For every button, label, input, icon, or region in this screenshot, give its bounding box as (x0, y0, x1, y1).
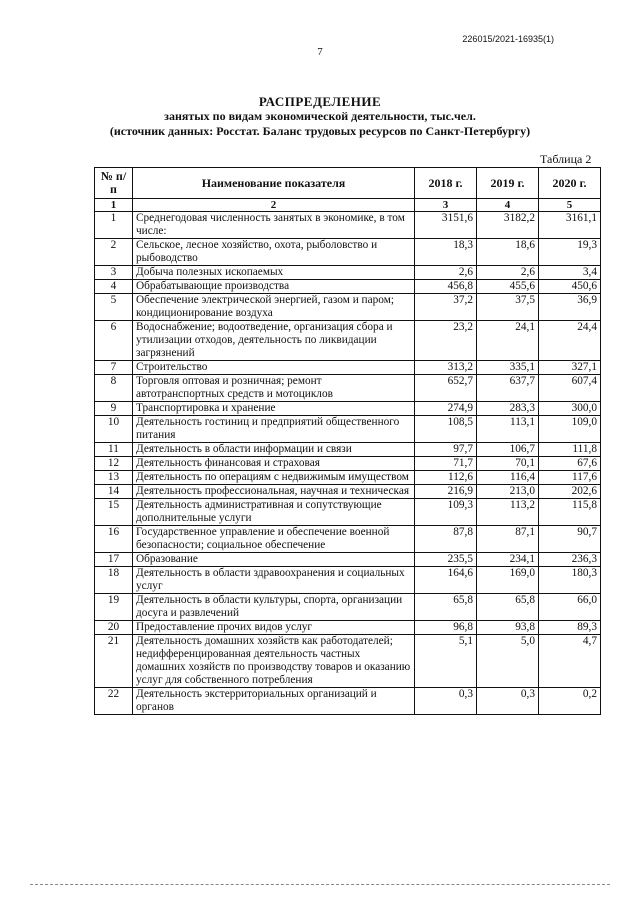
row-number: 18 (95, 567, 133, 594)
table-row (95, 375, 601, 402)
value-2018: 274,9 (415, 402, 477, 416)
table-header-row (95, 168, 601, 199)
title-line-2: занятых по видам экономической деятельности, тыс.чел. (164, 109, 476, 123)
value-2018: 37,2 (415, 294, 477, 321)
table-row (95, 280, 601, 294)
value-2018: 164,6 (415, 567, 477, 594)
value-2020: 24,4 (539, 321, 601, 361)
row-number: 21 (95, 635, 133, 688)
table-row (95, 567, 601, 594)
value-2019: 169,0 (477, 567, 539, 594)
indicator-name: Среднегодовая численность занятых в экономике, в том числе: (133, 212, 415, 239)
value-2019: 113,1 (477, 416, 539, 443)
row-number: 6 (95, 321, 133, 361)
indicator-name: Деятельность домашних хозяйств как работодателей; недифференцированная деятельность частных домашних хозяйств по производству товаров и оказанию услуг для собственного потребления (133, 635, 415, 688)
value-2018: 235,5 (415, 553, 477, 567)
row-number: 22 (95, 688, 133, 715)
value-2020: 111,8 (539, 443, 601, 457)
table-row (95, 443, 601, 457)
row-number: 16 (95, 526, 133, 553)
value-2018: 112,6 (415, 471, 477, 485)
value-2019: 283,3 (477, 402, 539, 416)
value-2018: 23,2 (415, 321, 477, 361)
value-2020: 236,3 (539, 553, 601, 567)
value-2018: 456,8 (415, 280, 477, 294)
value-2018: 2,6 (415, 266, 477, 280)
row-number: 4 (95, 280, 133, 294)
value-2018: 5,1 (415, 635, 477, 688)
value-2019: 37,5 (477, 294, 539, 321)
column-number-row (95, 199, 601, 212)
value-2019: 455,6 (477, 280, 539, 294)
header-number: № п/п (95, 168, 133, 199)
indicator-name: Строительство (133, 361, 415, 375)
header-2019: 2019 г. (477, 168, 539, 199)
value-2019: 18,6 (477, 239, 539, 266)
page-title (0, 94, 640, 139)
column-number: 5 (539, 199, 601, 212)
row-number: 3 (95, 266, 133, 280)
row-number: 11 (95, 443, 133, 457)
employment-table (94, 167, 601, 715)
value-2019: 65,8 (477, 594, 539, 621)
row-number: 13 (95, 471, 133, 485)
table-body (95, 212, 601, 715)
table-row (95, 526, 601, 553)
value-2018: 109,3 (415, 499, 477, 526)
value-2020: 89,3 (539, 621, 601, 635)
value-2019: 637,7 (477, 375, 539, 402)
value-2020: 66,0 (539, 594, 601, 621)
value-2019: 0,3 (477, 688, 539, 715)
indicator-name: Торговля оптовая и розничная; ремонт автотранспортных средств и мотоциклов (133, 375, 415, 402)
row-number: 20 (95, 621, 133, 635)
title-line-3: (источник данных: Росстат. Баланс трудовых ресурсов по Санкт-Петербургу) (109, 124, 531, 138)
table-row (95, 294, 601, 321)
table-row (95, 416, 601, 443)
table-row (95, 471, 601, 485)
value-2020: 67,6 (539, 457, 601, 471)
row-number: 10 (95, 416, 133, 443)
indicator-name: Деятельность финансовая и страховая (133, 457, 415, 471)
value-2018: 216,9 (415, 485, 477, 499)
value-2019: 93,8 (477, 621, 539, 635)
value-2020: 3,4 (539, 266, 601, 280)
table-row (95, 485, 601, 499)
value-2019: 5,0 (477, 635, 539, 688)
value-2018: 3151,6 (415, 212, 477, 239)
table-label: Таблица 2 (540, 152, 592, 166)
table-row (95, 594, 601, 621)
value-2020: 4,7 (539, 635, 601, 688)
row-number: 14 (95, 485, 133, 499)
table-row (95, 239, 601, 266)
column-number: 2 (133, 199, 415, 212)
column-number: 3 (415, 199, 477, 212)
table-row (95, 361, 601, 375)
row-number: 7 (95, 361, 133, 375)
value-2019: 113,2 (477, 499, 539, 526)
value-2020: 327,1 (539, 361, 601, 375)
indicator-name: Образование (133, 553, 415, 567)
row-number: 17 (95, 553, 133, 567)
value-2018: 108,5 (415, 416, 477, 443)
value-2018: 18,3 (415, 239, 477, 266)
value-2020: 607,4 (539, 375, 601, 402)
header-indicator: Наименование показателя (133, 168, 415, 199)
row-number: 9 (95, 402, 133, 416)
indicator-name: Деятельность экстерриториальных организаций и органов (133, 688, 415, 715)
indicator-name: Деятельность в области здравоохранения и социальных услуг (133, 567, 415, 594)
table-row (95, 553, 601, 567)
table-row (95, 499, 601, 526)
row-number: 15 (95, 499, 133, 526)
value-2020: 202,6 (539, 485, 601, 499)
table-row (95, 402, 601, 416)
row-number: 12 (95, 457, 133, 471)
indicator-name: Добыча полезных ископаемых (133, 266, 415, 280)
table-row (95, 266, 601, 280)
value-2019: 24,1 (477, 321, 539, 361)
value-2020: 117,6 (539, 471, 601, 485)
row-number: 5 (95, 294, 133, 321)
table-row (95, 212, 601, 239)
row-number: 8 (95, 375, 133, 402)
document-id: 226015/2021-16935(1) (462, 34, 554, 44)
row-number: 1 (95, 212, 133, 239)
value-2019: 116,4 (477, 471, 539, 485)
indicator-name: Водоснабжение; водоотведение, организация сбора и утилизации отходов, деятельность по ликвидации загрязнений (133, 321, 415, 361)
indicator-name: Деятельность по операциям с недвижимым имуществом (133, 471, 415, 485)
value-2018: 96,8 (415, 621, 477, 635)
value-2019: 335,1 (477, 361, 539, 375)
value-2018: 0,3 (415, 688, 477, 715)
indicator-name: Обрабатывающие производства (133, 280, 415, 294)
value-2019: 3182,2 (477, 212, 539, 239)
value-2019: 70,1 (477, 457, 539, 471)
indicator-name: Транспортировка и хранение (133, 402, 415, 416)
indicator-name: Предоставление прочих видов услуг (133, 621, 415, 635)
indicator-name: Деятельность административная и сопутствующие дополнительные услуги (133, 499, 415, 526)
footer-divider (30, 884, 610, 885)
page-number: 7 (317, 46, 323, 58)
title-line-1: РАСПРЕДЕЛЕНИЕ (258, 94, 382, 109)
column-number: 4 (477, 199, 539, 212)
indicator-name: Государственное управление и обеспечение военной безопасности; социальное обеспечение (133, 526, 415, 553)
value-2019: 213,0 (477, 485, 539, 499)
column-number: 1 (95, 199, 133, 212)
value-2018: 97,7 (415, 443, 477, 457)
value-2020: 0,2 (539, 688, 601, 715)
row-number: 2 (95, 239, 133, 266)
header-2018: 2018 г. (415, 168, 477, 199)
value-2020: 180,3 (539, 567, 601, 594)
table-row (95, 635, 601, 688)
indicator-name: Сельское, лесное хозяйство, охота, рыболовство и рыбоводство (133, 239, 415, 266)
value-2018: 313,2 (415, 361, 477, 375)
table-row (95, 688, 601, 715)
value-2020: 109,0 (539, 416, 601, 443)
value-2019: 2,6 (477, 266, 539, 280)
indicator-name: Деятельность гостиниц и предприятий общественного питания (133, 416, 415, 443)
value-2019: 87,1 (477, 526, 539, 553)
value-2020: 115,8 (539, 499, 601, 526)
table-row (95, 321, 601, 361)
value-2018: 65,8 (415, 594, 477, 621)
table-row (95, 621, 601, 635)
value-2018: 71,7 (415, 457, 477, 471)
value-2020: 3161,1 (539, 212, 601, 239)
row-number: 19 (95, 594, 133, 621)
indicator-name: Обеспечение электрической энергией, газом и паром; кондиционирование воздуха (133, 294, 415, 321)
indicator-name: Деятельность профессиональная, научная и техническая (133, 485, 415, 499)
value-2020: 90,7 (539, 526, 601, 553)
value-2018: 652,7 (415, 375, 477, 402)
header-2020: 2020 г. (539, 168, 601, 199)
indicator-name: Деятельность в области информации и связи (133, 443, 415, 457)
value-2020: 450,6 (539, 280, 601, 294)
value-2019: 106,7 (477, 443, 539, 457)
value-2019: 234,1 (477, 553, 539, 567)
value-2020: 19,3 (539, 239, 601, 266)
value-2020: 300,0 (539, 402, 601, 416)
indicator-name: Деятельность в области культуры, спорта, организации досуга и развлечений (133, 594, 415, 621)
value-2018: 87,8 (415, 526, 477, 553)
table-row (95, 457, 601, 471)
value-2020: 36,9 (539, 294, 601, 321)
